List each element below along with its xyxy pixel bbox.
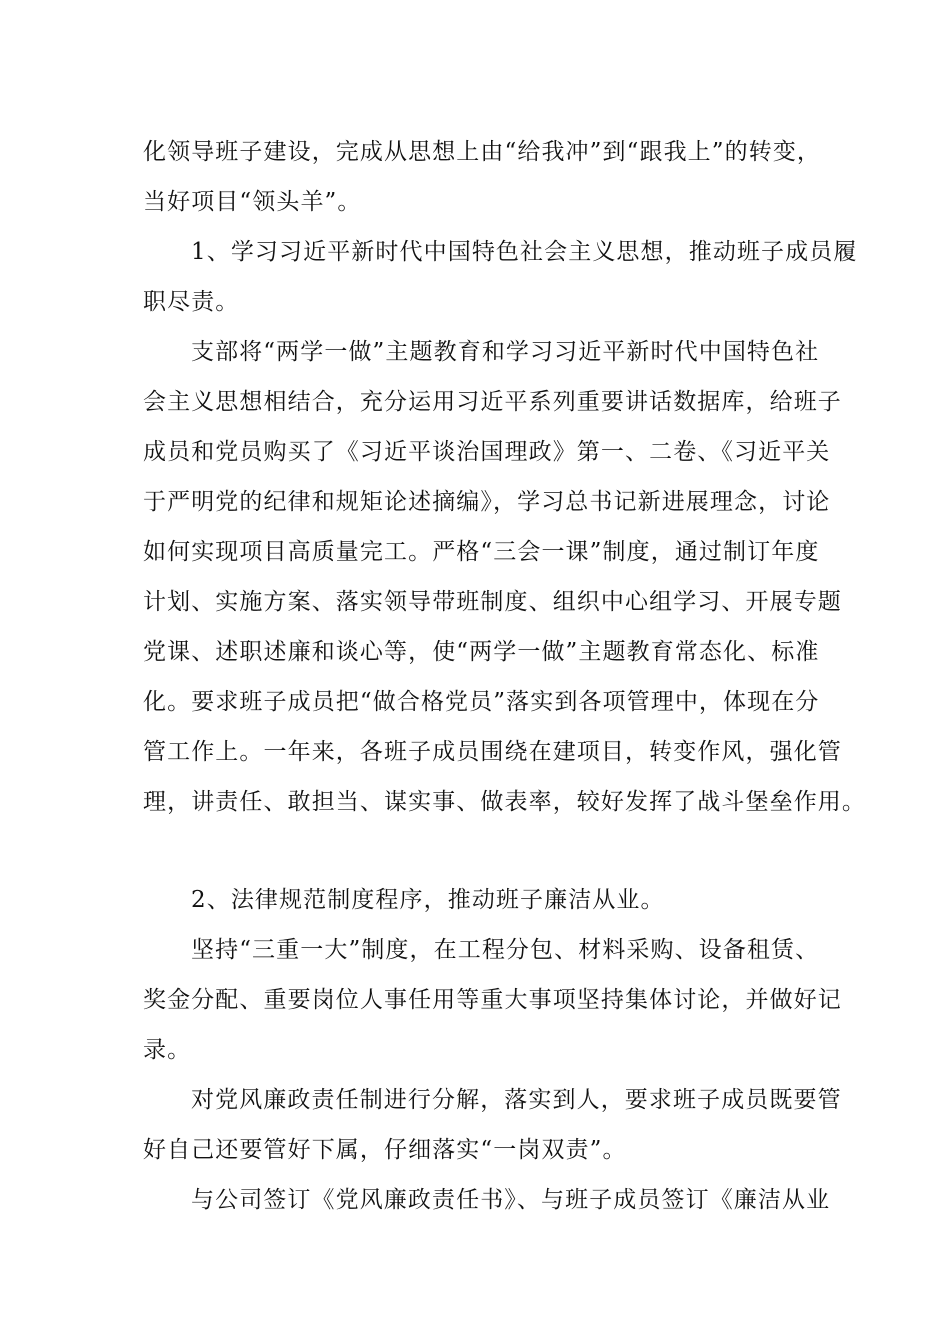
text-line: 职尽责。	[143, 289, 240, 315]
text-line: 于严明党的纪律和规矩论述摘编》，学习总书记新进展理念，讨论	[143, 489, 831, 515]
text-line: 管工作上。一年来，各班子成员围绕在建项目，转变作风，强化管	[143, 739, 842, 765]
text-line: 化。要求班子成员把“做合格党员”落实到各项管理中，体现在分	[143, 689, 820, 715]
text-line: 支部将“两学一做”主题教育和学习习近平新时代中国特色社	[191, 339, 820, 365]
text-line: 党课、述职述廉和谈心等，使“两学一做”主题教育常态化、标准	[143, 639, 820, 665]
text-line: 好自己还要管好下属，仔细落实“一岗双责”。	[143, 1137, 627, 1163]
text-line: 化领导班子建设，完成从思想上由“给我冲”到“跟我上”的转变，	[143, 139, 822, 165]
text-line: 录。	[143, 1037, 192, 1063]
text-line: 奖金分配、重要岗位人事任用等重大事项坚持集体讨论，并做好记	[143, 987, 842, 1013]
section-heading: 2、法律规范制度程序，推动班子廉洁从业。	[191, 887, 665, 913]
text-line: 坚持“三重一大”制度，在工程分包、材料采购、设备租赁、	[191, 937, 820, 963]
text-line: 如何实现项目高质量完工。严格“三会一课”制度，通过制订年度	[143, 539, 820, 565]
text-line: 与公司签订《党风廉政责任书》、与班子成员签订《廉洁从业	[191, 1187, 831, 1213]
text-line: 对党风廉政责任制进行分解，落实到人，要求班子成员既要管	[191, 1087, 842, 1113]
text-line: 成员和党员购买了《习近平谈治国理政》第一、二卷、《习近平关	[143, 439, 831, 465]
text-line: 理，讲责任、敢担当、谋实事、做表率，较好发挥了战斗堡垒作用。	[143, 789, 866, 815]
text-line: 当好项目“领头羊”。	[143, 189, 362, 215]
section-heading: 1、学习习近平新时代中国特色社会主义思想，推动班子成员履	[191, 239, 858, 265]
text-line: 计划、实施方案、落实领导带班制度、组织中心组学习、开展专题	[143, 589, 842, 615]
text-line: 会主义思想相结合，充分运用习近平系列重要讲话数据库，给班子	[143, 389, 842, 415]
